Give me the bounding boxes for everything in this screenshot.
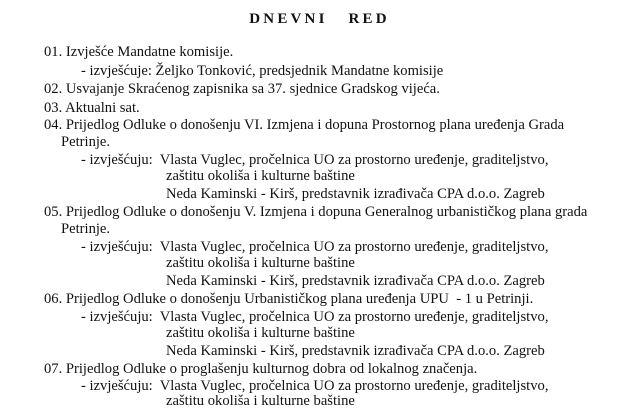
item-04-reporter-2: Neda Kaminski - Kirš, predstavnik izrađivača CPA d.o.o. Zagreb — [166, 186, 545, 202]
item-04-cont: Petrinje. — [61, 134, 111, 150]
item-02: 02. Usvajanje Skraćenog zapisnika sa 37. sjednice Gradskog vijeća. — [44, 81, 440, 97]
item-07-reporter: - izvješćuju: Vlasta Vuglec, pročelnica UO za prostorno uređenje, graditeljstvo, — [81, 378, 549, 394]
item-04: 04. Prijedlog Odluke o donošenju VI. Izmjena i dopuna Prostornog plana uređenja Grada — [44, 117, 565, 133]
item-06-reporter-cont: zaštitu okoliša i kulturne baštine — [166, 325, 355, 341]
item-04-reporter: - izvješćuju: Vlasta Vuglec, pročelnica UO za prostorno uređenje, graditeljstvo, — [81, 152, 549, 168]
item-05: 05. Prijedlog Odluke o donošenju V. Izmjena i dopuna Generalnog urbanističkog plana grada — [44, 204, 588, 220]
item-06: 06. Prijedlog Odluke o donošenju Urbanističkog plana uređenja UPU - 1 u Petrinji. — [44, 291, 534, 307]
item-01: 01. Izvješće Mandatne komisije. — [44, 44, 234, 60]
item-05-reporter-cont: zaštitu okoliša i kulturne baštine — [166, 255, 355, 271]
item-04-reporter-cont: zaštitu okoliša i kulturne baštine — [166, 168, 355, 184]
item-07: 07. Prijedlog Odluke o proglašenju kulturnog dobra od lokalnog značenja. — [44, 361, 478, 377]
item-05-cont: Petrinje. — [61, 221, 111, 237]
item-05-reporter-2: Neda Kaminski - Kirš, predstavnik izrađivača CPA d.o.o. Zagreb — [166, 273, 545, 289]
item-01-reporter: - izvješćuje: Željko Tonković, predsjednik Mandatne komisije — [81, 63, 444, 79]
item-03: 03. Aktualni sat. — [44, 100, 140, 116]
item-06-reporter: - izvješćuju: Vlasta Vuglec, pročelnica UO za prostorno uređenje, graditeljstvo, — [81, 309, 549, 325]
agenda-title: DNEVNI RED — [249, 11, 390, 27]
item-07-reporter-cont: zaštitu okoliša i kulturne baštine — [166, 393, 355, 409]
item-06-reporter-2: Neda Kaminski - Kirš, predstavnik izrađivača CPA d.o.o. Zagreb — [166, 343, 545, 359]
item-05-reporter: - izvješćuju: Vlasta Vuglec, pročelnica UO za prostorno uređenje, graditeljstvo, — [81, 239, 549, 255]
